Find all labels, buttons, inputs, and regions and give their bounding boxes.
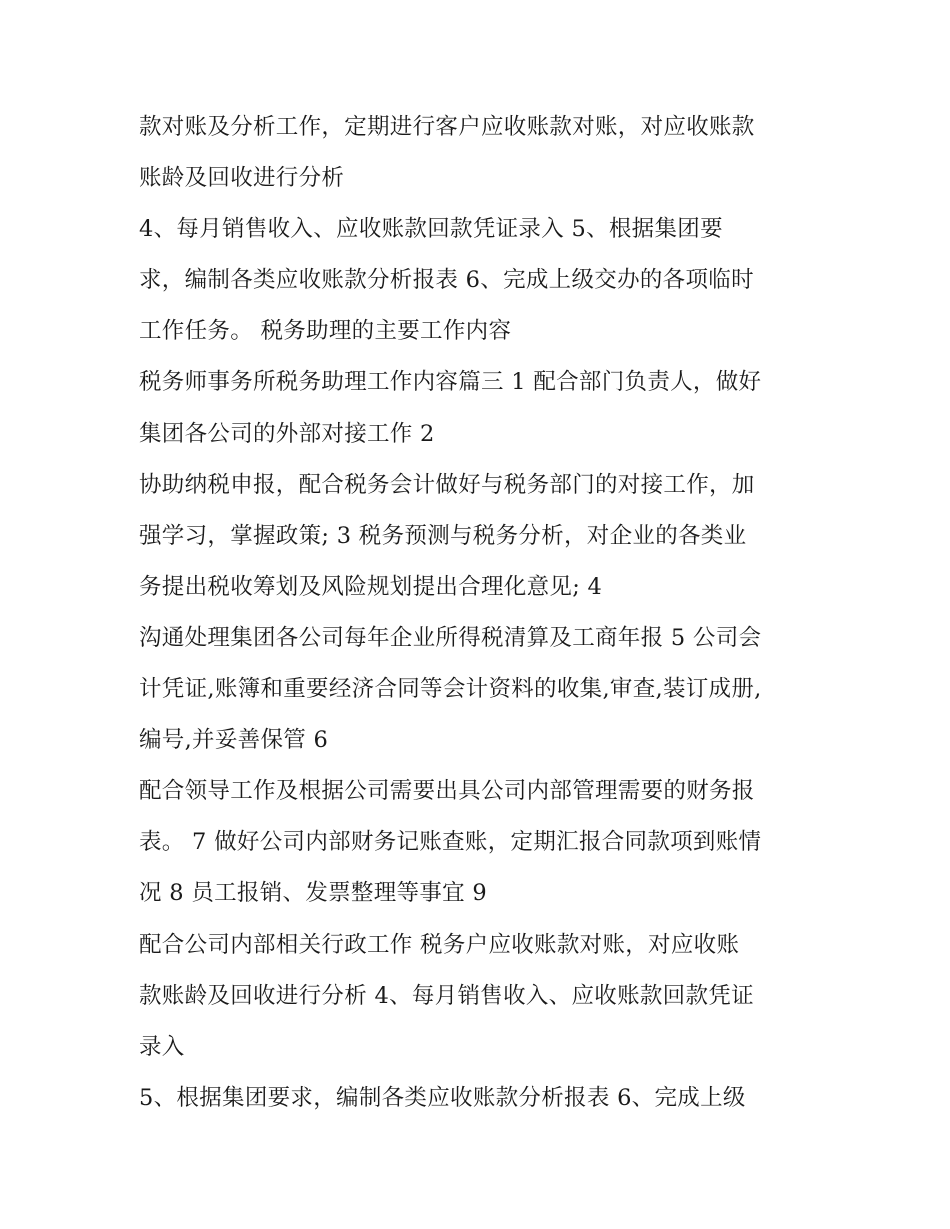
text-line: 税务师事务所税务助理工作内容篇三 1 配合部门负责人，做好	[139, 369, 762, 396]
text-line: 工作任务。 税务助理的主要工作内容	[139, 318, 512, 345]
text-line: 协助纳税申报，配合税务会计做好与税务部门的对接工作，加	[139, 471, 755, 498]
text-line: 款对账及分析工作，定期进行客户应收账款对账，对应收账款	[139, 114, 755, 140]
text-line: 表。 7 做好公司内部财务记账查账，定期汇报合同款项到账情	[139, 829, 762, 856]
text-line: 沟通处理集团各公司每年企业所得税清算及工商年报 5 公司会	[139, 624, 762, 651]
text-line: 集团各公司的外部对接工作 2	[139, 420, 435, 447]
text-line: 况 8 员工报销、发票整理等事宜 9	[139, 880, 487, 907]
text-line: 4、每月销售收入、应收账款回款凭证录入 5、根据集团要	[139, 216, 723, 243]
text-line: 计凭证,账簿和重要经济合同等会计资料的收集,审查,装订成册,	[139, 676, 762, 703]
text-line: 求，编制各类应收账款分析报表 6、完成上级交办的各项临时	[139, 267, 754, 294]
text-line: 账龄及回收进行分析	[139, 165, 345, 192]
document-body	[139, 102, 839, 1124]
text-line: 强学习，掌握政策; 3 税务预测与税务分析，对企业的各类业	[139, 522, 747, 549]
text-line: 务提出税收筹划及风险规划提出合理化意见; 4	[139, 573, 603, 600]
text-line: 录入	[139, 1033, 185, 1060]
text-line: 配合领导工作及根据公司需要出具公司内部管理需要的财务报	[139, 778, 755, 805]
text-line: 5、根据集团要求，编制各类应收账款分析报表 6、完成上级	[139, 1084, 746, 1111]
text-line: 编号,并妥善保管 6	[139, 727, 329, 754]
text-line: 配合公司内部相关行政工作 税务户应收账款对账，对应收账	[139, 931, 740, 958]
text-line: 款账龄及回收进行分析 4、每月销售收入、应收账款回款凭证	[139, 982, 754, 1009]
